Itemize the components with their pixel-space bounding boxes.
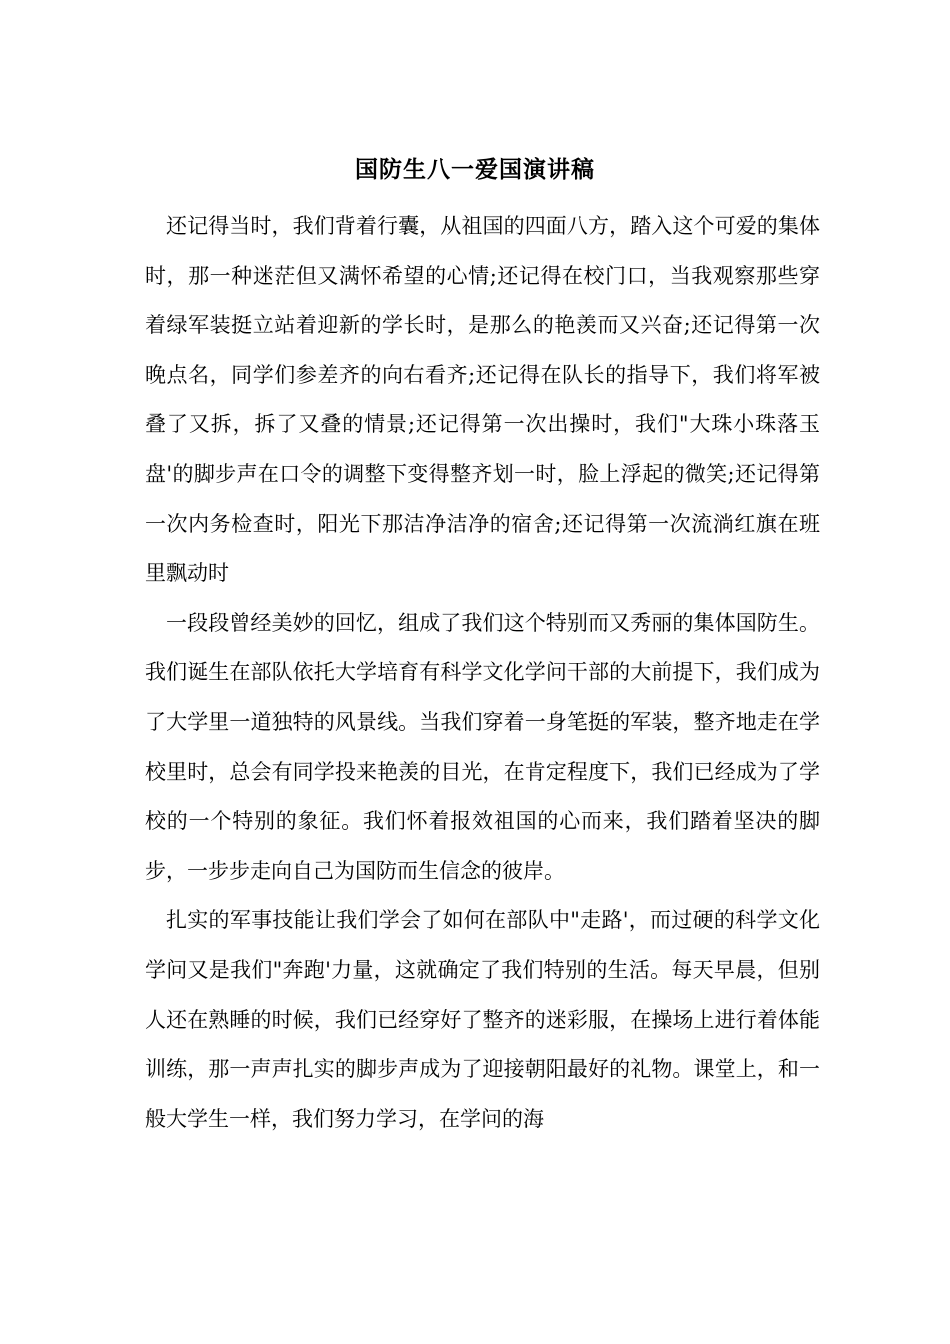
paragraph-1: 还记得当时，我们背着行囊，从祖国的四面八方，踏入这个可爱的集体时，那一种迷茫但又满怀希望的心情;还记得在校门口，当我观察那些穿着绿军装挺立站着迎新的学长时，是那么的艳羡而又兴奋;还记得第一次晚点名，同学们参差齐的向右看齐;还记得在队长的指导下，我们将军被叠了又拆，拆了又叠的情景;还记得第一次出操时，我们"大珠小珠落玉盘'的脚步声在口令的调整下变得整齐划一时，脸上浮起的微笑;还记得第一次内务检查时，阳光下那洁净洁净的宿舍;还记得第一次流淌红旗在班里飘动时 [145,214,820,586]
paragraph-3: 扎实的军事技能让我们学会了如何在部队中"走路'，而过硬的科学文化学问又是我们"奔跑'力量，这就确定了我们特别的生活。每天早晨，但别人还在熟睡的时候，我们已经穿好了整齐的迷彩服，在操场上进行着体能训练，那一声声扎实的脚步声成为了迎接朝阳最好的礼物。课堂上，和一般大学生一样，我们努力学习，在学问的海 [145,908,820,1131]
paragraph-2: 一段段曾经美妙的回忆，组成了我们这个特别而又秀丽的集体国防生。我们诞生在部队依托大学培育有科学文化学问干部的大前提下，我们成为了大学里一道独特的风景线。当我们穿着一身笔挺的军装，整齐地走在学校里时，总会有同学投来艳羡的目光，在肯定程度下，我们已经成为了学校的一个特别的象征。我们怀着报效祖国的心而来，我们踏着坚决的脚步，一步步走向自己为国防而生信念的彼岸。 [145,610,820,883]
document-title: 国防生八一爱国演讲稿 [355,156,595,183]
document-body [145,202,820,1144]
